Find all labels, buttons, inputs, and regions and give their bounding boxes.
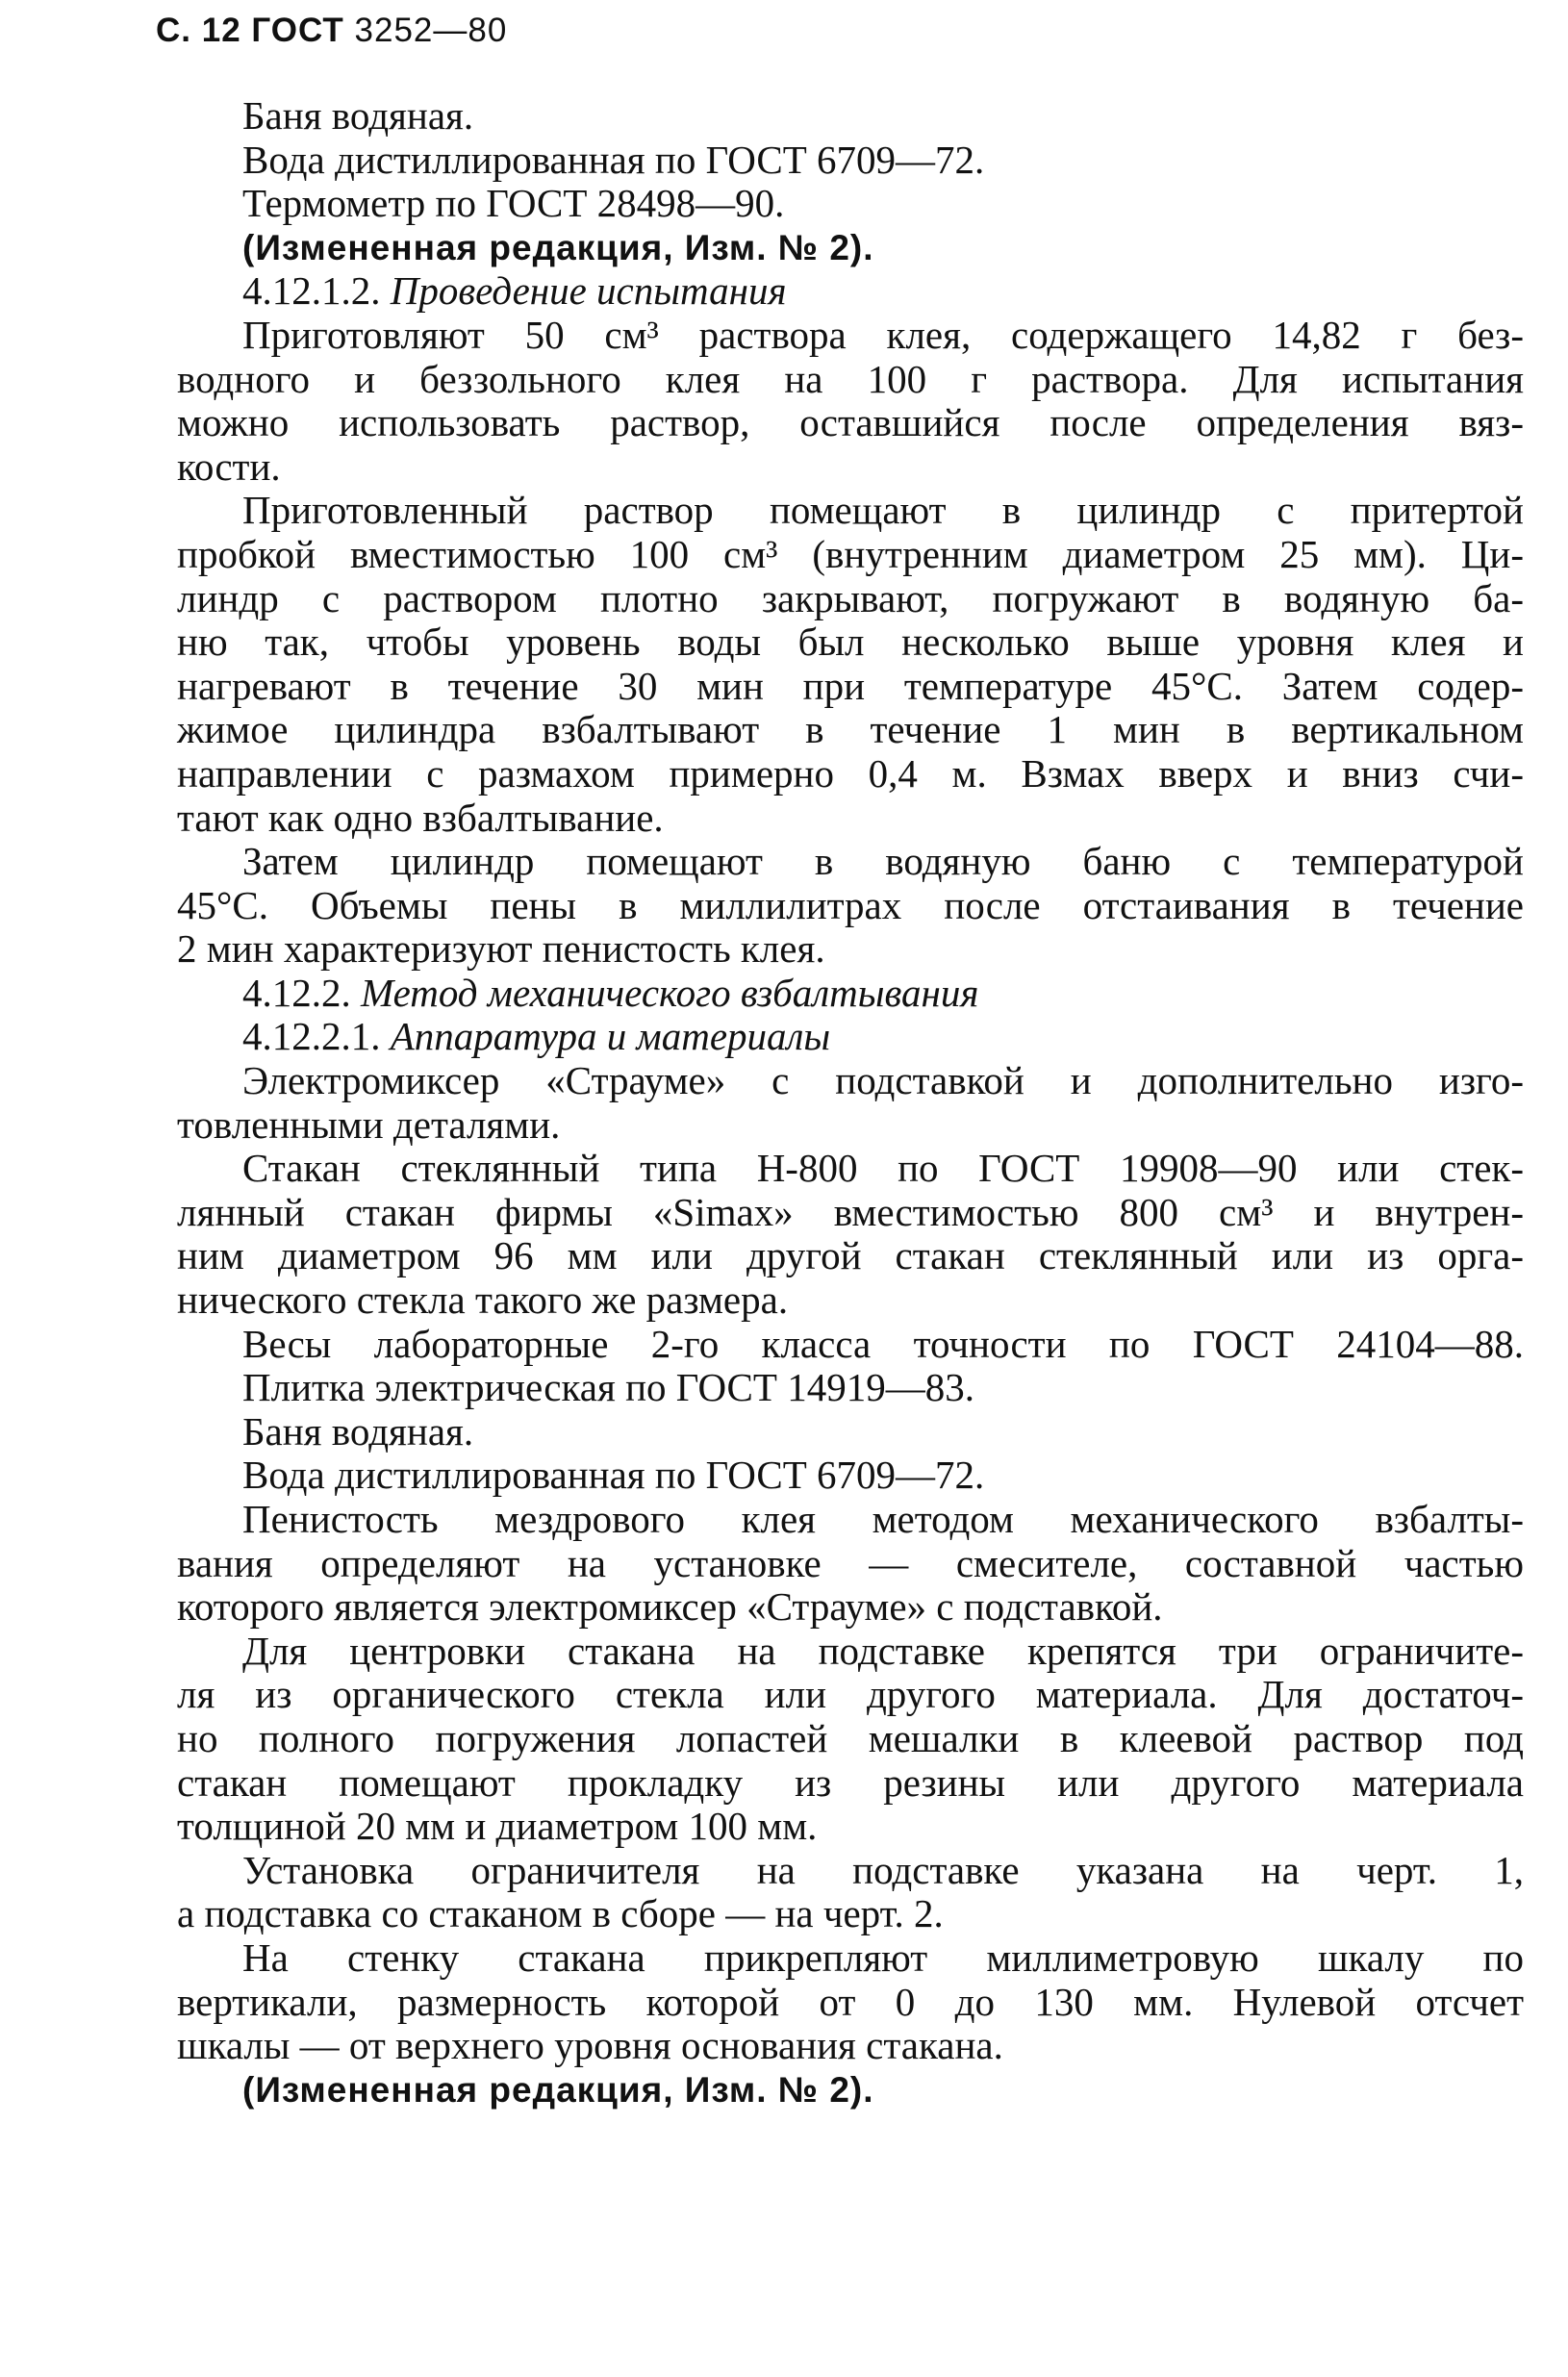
text-line: пробкой вместимостью 100 см³ (внутренним диаметром 25 мм). Ци- xyxy=(177,531,1524,576)
section-title: Проведение испытания xyxy=(390,268,787,314)
text-line: Стакан стеклянный типа Н-800 по ГОСТ 19908—90 или стек- xyxy=(242,1146,1524,1191)
text-line: нического стекла такого же размера. xyxy=(177,1277,789,1323)
text-line: которого является электромиксер «Страуме» с подставкой. xyxy=(177,1584,1163,1630)
text-line: Пенистость мездрового клея методом механического взбалты- xyxy=(242,1497,1524,1541)
document-body xyxy=(177,94,1524,2111)
text-line: лянный стакан фирмы «Simax» вместимостью 800 см³ и внутрен- xyxy=(177,1189,1524,1234)
text-line: стакан помещают прокладку из резины или другого материала xyxy=(177,1759,1524,1805)
text-line: направлении с размахом примерно 0,4 м. Взмах вверх и вниз счи- xyxy=(177,750,1524,796)
text-line: Приготовляют 50 см³ раствора клея, содержащего 14,82 г без- xyxy=(242,312,1524,357)
section-number: 4.12.2. xyxy=(242,970,351,1015)
text-line: Термометр по ГОСТ 28498—90. xyxy=(242,181,785,226)
text-line: кости. xyxy=(177,443,281,489)
text-line: линдр с раствором плотно закрывают, погружают в водяную ба- xyxy=(177,575,1524,620)
section-number: 4.12.1.2. xyxy=(242,268,381,314)
text-line: 2 мин характеризуют пенистость клея. xyxy=(177,926,825,972)
text-line: шкалы — от верхнего уровня основания стакана. xyxy=(177,2023,1003,2068)
text-line: а подставка со стаканом в сборе — на черт. 2. xyxy=(177,1891,944,1936)
text-line: ним диаметром 96 мм или другой стакан стеклянный или из орга- xyxy=(177,1233,1524,1278)
text-line: нагревают в течение 30 мин при температуре 45°С. Затем содер- xyxy=(177,663,1524,708)
section-title: Аппаратура и материалы xyxy=(390,1014,831,1059)
text-line: товленными деталями. xyxy=(177,1101,561,1147)
page-header xyxy=(156,4,507,58)
amendment-note: (Измененная редакция, Изм. № 2). xyxy=(242,227,874,267)
text-line: Весы лабораторные 2-го класса точности по ГОСТ 24104—88. xyxy=(242,1321,1524,1366)
text-line: но полного погружения лопастей мешалки в клеевой раствор под xyxy=(177,1715,1524,1760)
section-title: Метод механического взбалтывания xyxy=(361,970,979,1015)
text-line: ню так, чтобы уровень воды был несколько выше уровня клея и xyxy=(177,620,1524,665)
text-line: Приготовленный раствор помещают в цилиндр с притертой xyxy=(242,488,1524,533)
text-line: Для центровки стакана на подставке крепятся три ограничите- xyxy=(242,1628,1524,1673)
text-line: Вода дистиллированная по ГОСТ 6709—72. xyxy=(242,137,985,182)
section-number: 4.12.2.1. xyxy=(242,1014,381,1059)
text-line: Установка ограничителя на подставке указана на черт. 1, xyxy=(242,1847,1524,1892)
text-line: вертикали, размерность которой от 0 до 130 мм. Нулевой отсчет xyxy=(177,1979,1524,2024)
section-heading xyxy=(177,972,1524,1016)
text-line: толщиной 20 мм и диаметром 100 мм. xyxy=(177,1804,818,1849)
text-line: вания определяют на установке — смесителе, составной частью xyxy=(177,1540,1524,1585)
text-line: Плитка электрическая по ГОСТ 14919—83. xyxy=(242,1365,974,1410)
text-line: Вода дистиллированная по ГОСТ 6709—72. xyxy=(242,1453,985,1498)
text-line: Затем цилиндр помещают в водяную баню с температурой xyxy=(242,839,1524,884)
text-line: водного и беззольного клея на 100 г раствора. Для испытания xyxy=(177,356,1524,401)
text-line: Баня водяная. xyxy=(242,93,474,138)
text-line: можно использовать раствор, оставшийся после определения вяз- xyxy=(177,400,1524,445)
page-header-standard-number: 3252—80 xyxy=(354,12,508,49)
text-line: ля из органического стекла или другого материала. Для достаточ- xyxy=(177,1672,1524,1717)
amendment-note: (Измененная редакция, Изм. № 2). xyxy=(242,2069,874,2110)
text-line: тают как одно взбалтывание. xyxy=(177,795,664,840)
section-heading xyxy=(177,269,1524,314)
text-line: На стенку стакана прикрепляют миллиметровую шкалу по xyxy=(242,1934,1524,1980)
text-line: 45°С. Объемы пены в миллилитрах после отстаивания в течение xyxy=(177,882,1524,927)
section-heading xyxy=(177,1015,1524,1059)
text-line: Электромиксер «Страуме» с подставкой и дополнительно изго- xyxy=(242,1058,1524,1103)
text-line: Баня водяная. xyxy=(242,1408,474,1454)
text-line: жимое цилиндра взбалтывают в течение 1 мин в вертикальном xyxy=(177,707,1524,752)
page-header-prefix: С. 12 ГОСТ xyxy=(156,12,344,49)
